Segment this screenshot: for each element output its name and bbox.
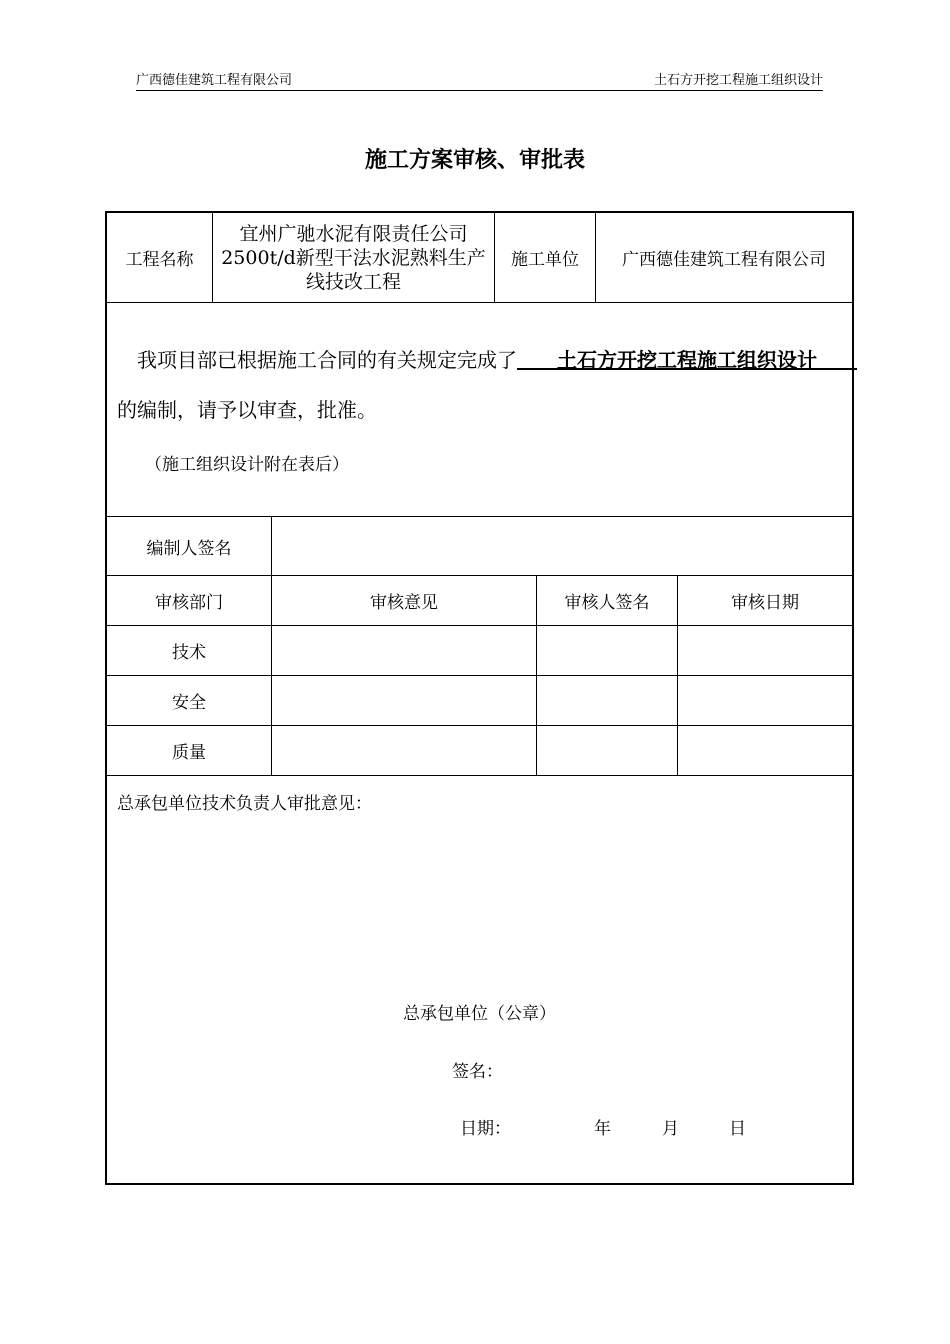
attachment-note: （施工组织设计附在表后） bbox=[145, 455, 349, 475]
approval-form-table bbox=[105, 211, 857, 1185]
review-technical-sign[interactable] bbox=[537, 626, 677, 675]
review-safety-date[interactable] bbox=[678, 676, 852, 725]
declaration-prefix: 我项目部已根据施工合同的有关规定完成了 bbox=[137, 348, 517, 372]
approval-opinion-label: 总承包单位技术负责人审批意见： bbox=[117, 794, 372, 814]
review-row-safety: 安全 bbox=[172, 693, 206, 713]
construction-unit-label: 施工单位 bbox=[511, 250, 579, 270]
declaration-text bbox=[117, 335, 857, 435]
review-technical-date[interactable] bbox=[678, 626, 852, 675]
header-company: 广西德佳建筑工程有限公司 bbox=[136, 73, 293, 88]
review-quality-date[interactable] bbox=[678, 726, 852, 775]
review-row-quality: 质量 bbox=[172, 743, 206, 763]
review-row-technical: 技术 bbox=[172, 643, 206, 663]
approval-date-day: 日 bbox=[729, 1119, 746, 1139]
approval-date-year: 年 bbox=[594, 1119, 611, 1139]
approval-date-month: 月 bbox=[662, 1119, 679, 1139]
review-header-reviewer-sign: 审核人签名 bbox=[564, 593, 650, 613]
form-title: 施工方案审核、审批表 bbox=[364, 148, 585, 173]
declaration-suffix: 的编制，请予以审查，批准。 bbox=[117, 398, 377, 422]
approval-date-label: 日期： bbox=[460, 1119, 511, 1139]
construction-unit-value: 广西德佳建筑工程有限公司 bbox=[622, 250, 826, 270]
declaration-filled-document: 土石方开挖工程施工组织设计 bbox=[517, 348, 857, 372]
header-document-title: 土石方开挖工程施工组织设计 bbox=[653, 73, 823, 88]
general-contractor-seal: 总承包单位（公章） bbox=[403, 1004, 556, 1024]
review-header-date: 审核日期 bbox=[731, 593, 799, 613]
approval-sign-label: 签名： bbox=[452, 1062, 503, 1082]
review-header-department: 审核部门 bbox=[155, 593, 223, 613]
page-header bbox=[136, 72, 823, 91]
review-safety-sign[interactable] bbox=[537, 676, 677, 725]
compiler-sign-label: 编制人签名 bbox=[146, 538, 232, 559]
project-name-label: 工程名称 bbox=[125, 250, 194, 270]
review-header-opinion: 审核意见 bbox=[370, 593, 438, 613]
review-safety-opinion[interactable] bbox=[272, 676, 536, 725]
compiler-sign-field[interactable] bbox=[272, 517, 852, 575]
review-technical-opinion[interactable] bbox=[272, 626, 536, 675]
project-name-value: 宜州广驰水泥有限责任公司2500t/d新型干法水泥熟料生产线技改工程 bbox=[221, 222, 486, 293]
review-quality-sign[interactable] bbox=[537, 726, 677, 775]
review-quality-opinion[interactable] bbox=[272, 726, 536, 775]
